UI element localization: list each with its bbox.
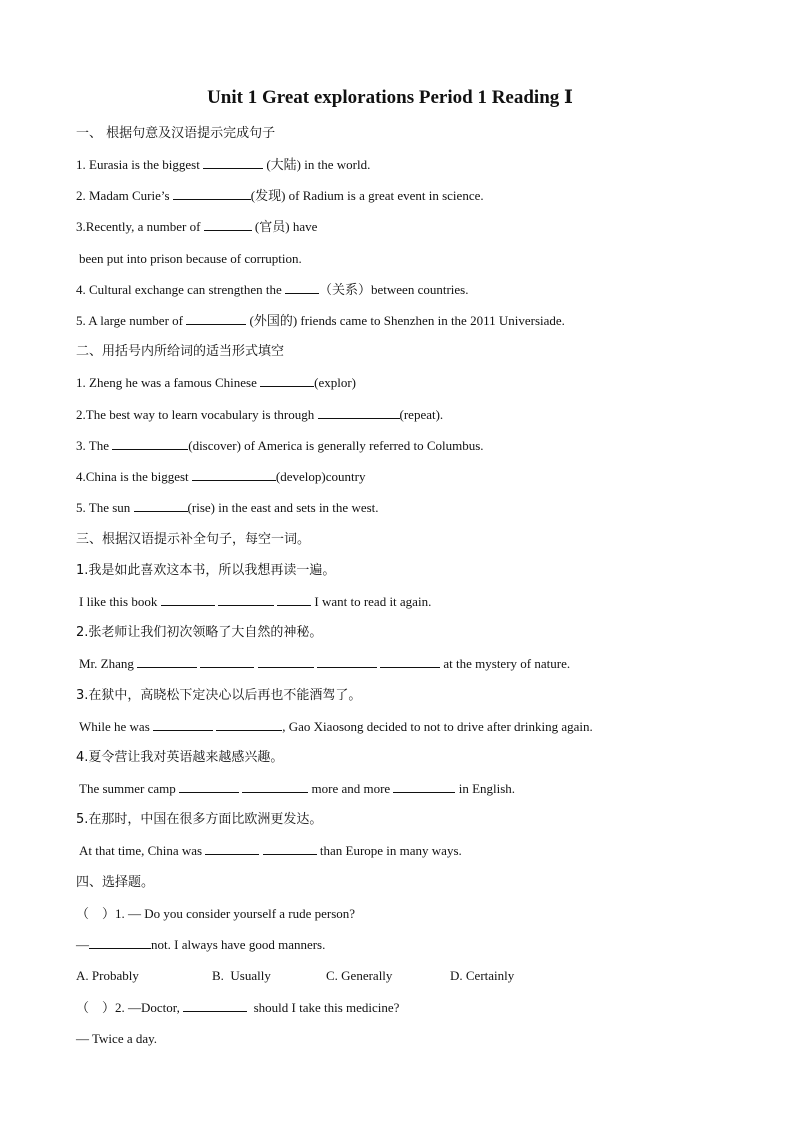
s3-question-1-chinese: 1.我是如此喜欢这本书，所以我想再读一遍。 — [76, 563, 336, 578]
s3-question-3-chinese: 3.在狱中，高晓松下定决心以后再也不能酒驾了。 — [76, 688, 362, 703]
answer-blank[interactable] — [183, 999, 247, 1012]
answer-blank[interactable] — [380, 655, 440, 668]
answer-blank[interactable] — [285, 281, 319, 294]
s3-question-4-chinese: 4.夏令营让我对英语越来越感兴趣。 — [76, 750, 284, 765]
s2-question-5: 5. The sun (rise) in the east and sets in the west. — [76, 500, 379, 515]
s4-question-2-stem: （ ）2. —Doctor, should I take this medicine? — [76, 1000, 400, 1015]
s2-question-3: 3. The (discover) of America is generally referred to Columbus. — [76, 438, 484, 453]
answer-blank[interactable] — [258, 655, 314, 668]
answer-blank[interactable] — [161, 593, 215, 606]
s1-question-3: 3.Recently, a number of (官员) have — [76, 219, 318, 234]
answer-blank[interactable] — [192, 468, 276, 481]
s4-question-1-option-c[interactable]: C. Generally — [326, 968, 393, 983]
answer-blank[interactable] — [173, 187, 251, 200]
s4-question-1-stem: （ ）1. — Do you consider yourself a rude person? — [76, 906, 356, 921]
s2-question-1: 1. Zheng he was a famous Chinese (explor) — [76, 375, 356, 390]
s3-question-5-english: At that time, China was than Europe in many ways. — [79, 843, 462, 858]
answer-blank[interactable] — [218, 593, 274, 606]
s1-question-2: 2. Madam Curie’s (发现) of Radium is a great event in science. — [76, 188, 484, 203]
s3-question-3-english: While he was , Gao Xiaosong decided to not to drive after drinking again. — [79, 719, 593, 734]
answer-blank[interactable] — [260, 374, 314, 387]
answer-blank[interactable] — [205, 842, 259, 855]
answer-blank[interactable] — [153, 718, 213, 731]
s4-question-1-option-b[interactable]: B. Usually — [212, 968, 271, 983]
s4-question-2-reply: — Twice a day. — [76, 1031, 158, 1046]
s2-question-2: 2.The best way to learn vocabulary is through (repeat). — [76, 407, 444, 422]
answer-blank[interactable] — [137, 655, 197, 668]
s4-question-1-option-d[interactable]: D. Certainly — [450, 968, 515, 983]
answer-blank[interactable] — [134, 499, 188, 512]
answer-blank[interactable] — [112, 437, 188, 450]
answer-blank[interactable] — [216, 718, 282, 731]
s1-question-5: 5. A large number of (外国的) friends came to Shenzhen in the 2011 Universiade. — [76, 313, 565, 328]
s4-question-1-reply: — not. I always have good manners. — [76, 937, 326, 952]
answer-blank[interactable] — [242, 780, 308, 793]
answer-blank[interactable] — [186, 312, 246, 325]
section-4-heading: 四、选择题。 — [76, 875, 155, 890]
s3-question-4-english: The summer camp more and more in English. — [79, 781, 516, 796]
page-title: Unit 1 Great explorations Period 1 Reading Ⅰ — [207, 87, 573, 108]
answer-blank[interactable] — [393, 780, 455, 793]
s2-question-4: 4.China is the biggest (develop)country — [76, 469, 366, 484]
s1-question-4: 4. Cultural exchange can strengthen the （关系）between countries. — [76, 282, 469, 297]
answer-blank[interactable] — [203, 156, 263, 169]
s3-question-2-english: Mr. Zhang at the mystery of nature. — [79, 656, 571, 671]
answer-blank[interactable] — [263, 842, 317, 855]
s1-question-3-continued: been put into prison because of corruption. — [79, 251, 302, 266]
answer-blank[interactable] — [204, 218, 252, 231]
s3-question-1-english: I like this book I want to read it again. — [79, 594, 432, 609]
s3-question-2-chinese: 2.张老师让我们初次领略了大自然的神秘。 — [76, 625, 323, 640]
answer-blank[interactable] — [179, 780, 239, 793]
section-3-heading: 三、根据汉语提示补全句子，每空一词。 — [76, 532, 311, 547]
s3-question-5-chinese: 5.在那时，中国在很多方面比欧洲更发达。 — [76, 812, 323, 827]
section-2-heading: 二、用括号内所给词的适当形式填空 — [76, 344, 285, 359]
s1-question-1: 1. Eurasia is the biggest (大陆) in the world. — [76, 157, 371, 172]
section-1-heading: 一、 根据句意及汉语提示完成句子 — [76, 126, 276, 141]
answer-blank[interactable] — [200, 655, 254, 668]
answer-blank[interactable] — [277, 593, 311, 606]
s4-question-1-option-a[interactable]: A. Probably — [76, 968, 139, 983]
answer-blank[interactable] — [317, 655, 377, 668]
answer-blank[interactable] — [89, 936, 151, 949]
answer-blank[interactable] — [318, 406, 400, 419]
